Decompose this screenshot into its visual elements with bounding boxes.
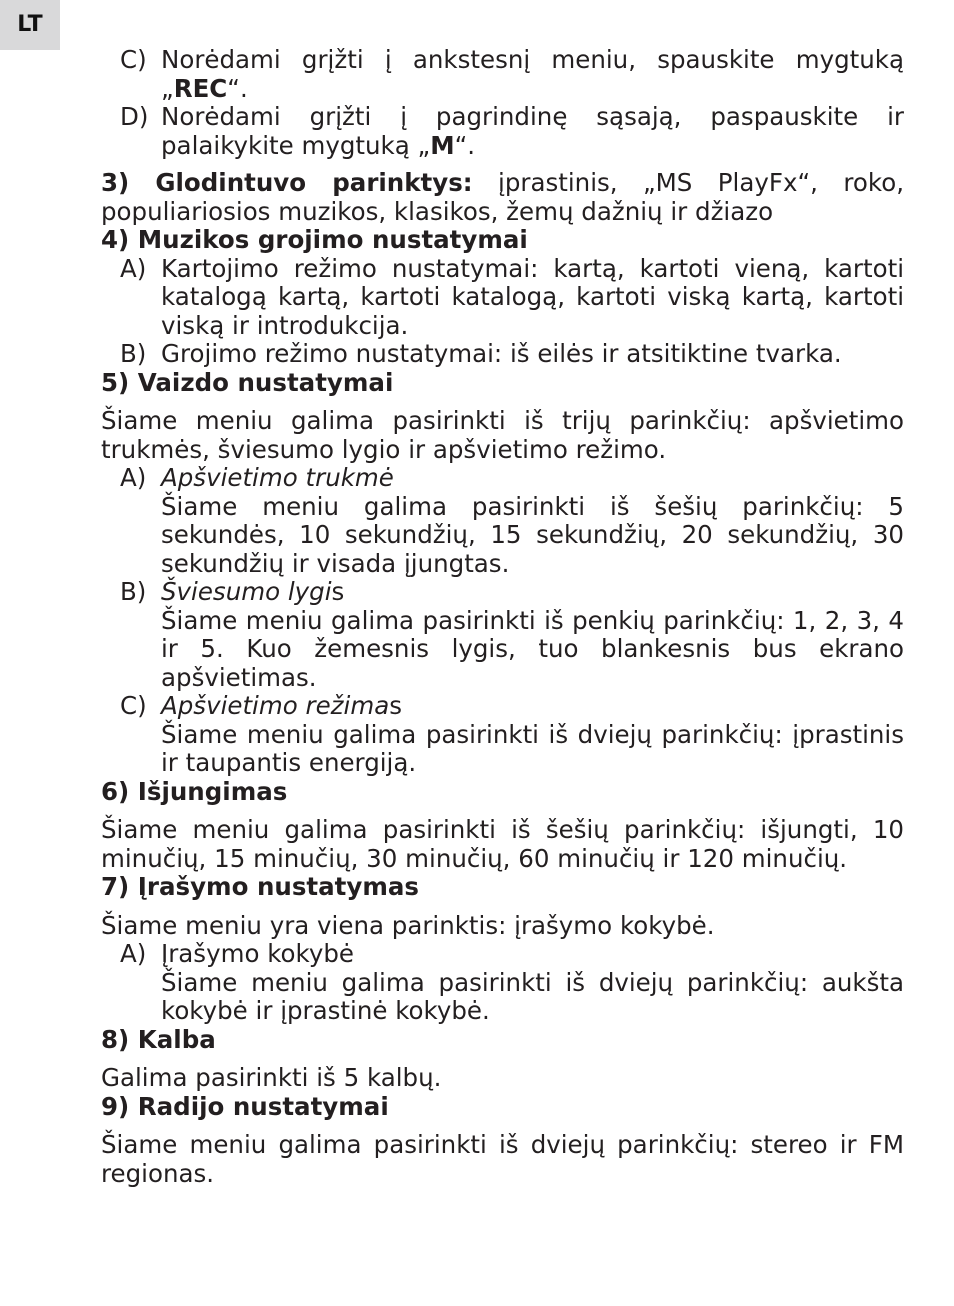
list-item-title: Apšvietimo trukmė [161,463,394,492]
language-tab: LT [0,0,60,50]
section-text: Šiame meniu galima pasirinkti iš dviejų parinkčių: stereo ir FM regionas. [101,1130,904,1188]
list-item-letter: A) [120,939,147,968]
section-heading: 9) Radijo nustatymai [101,1091,389,1121]
list-item [101,464,904,578]
equalizer-options-paragraph: 3) Glodintuvo parinktys: įprastinis, „MS PlayFx“, roko, populiariosios muzikos, klasikos, žemų dažnių ir džiazo [101,168,904,226]
list-item-letter: A) [120,463,147,492]
list-item-text: Šiame meniu galima pasirinkti iš šešių parinkčių: 5 sekundės, 10 sekundžių, 15 sekundžių, 20 sekundžių, 30 sekundžių ir visada įjungtas. [161,491,904,578]
list-item-letter: A) [120,253,147,283]
list-item-letter: B) [120,577,147,606]
section-heading: 7) Įrašymo nustatymas [101,872,419,901]
list-item-letter: C) [120,45,147,74]
list-item-title: Šviesumo lygi [161,577,332,606]
section-intro: Šiame meniu galima pasirinkti iš trijų parinkčių: apšvietimo trukmės, šviesumo lygio ir apšvietimo režimo. [101,406,904,464]
list-item-text: Šiame meniu galima pasirinkti iš dviejų parinkčių: įprastinis ir taupantis energiją. [161,719,904,777]
list-item [101,255,904,341]
section-heading: 6) Išjungimas [101,776,288,806]
m-button-name: M [430,130,455,160]
section-text: Galima pasirinkti iš 5 kalbų. [101,1063,442,1092]
list-item-title: Apšvietimo režima [161,691,390,720]
list-item-text: Norėdami grįžti į pagrindinę sąsają, paspauskite ir palaikykite mygtuką „M“. [161,102,904,160]
section-heading: 8) Kalba [101,1024,216,1054]
section-heading: 5) Vaizdo nustatymai [101,367,394,397]
list-item [101,940,904,1026]
list-item-text: Šiame meniu galima pasirinkti iš penkių parinkčių: 1, 2, 3, 4 ir 5. Kuo žemesnis lygis, tuo blankesnis bus ekrano apšvietimas. [161,605,904,692]
section-intro: Šiame meniu yra viena parinktis: įrašymo kokybė. [101,910,715,940]
list-item-text: Norėdami grįžti į ankstesnį meniu, spauskite mygtuką „REC“. [161,45,904,103]
list-item-letter: C) [120,691,147,720]
list-item-text: Kartojimo režimo nustatymai: kartą, kartoti vieną, kartoti katalogą kartą, kartoti katalogą, kartoti viską kartą, kartoti viską ir introdukcija. [161,253,904,340]
list-item-letter: D) [120,102,149,131]
list-item [101,340,904,369]
list-item-text: Šiame meniu galima pasirinkti iš dviejų parinkčių: aukšta kokybė ir įprastinė kokybė. [161,967,904,1025]
list-item [101,46,904,103]
rec-button-name: REC [173,73,228,103]
list-item: C) Apšvietimo režimas Šiame meniu galima pasirinkti iš dviejų parinkčių: įprastinis ir taupantis energiją. [101,692,904,778]
manual-page-content [101,46,904,1188]
list-item-text: Grojimo režimo nustatymai: iš eilės ir atsitiktine tvarka. [161,339,842,368]
list-item: B) Šviesumo lygis Šiame meniu galima pasirinkti iš penkių parinkčių: 1, 2, 3, 4 ir 5. Kuo žemesnis lygis, tuo blankesnis bus ekrano apšvietimas. [101,578,904,692]
section-heading: 4) Muzikos grojimo nustatymai [101,225,528,254]
list-item-letter: B) [120,339,147,368]
list-item-title: Įrašymo kokybė [161,939,354,968]
list-item [101,103,904,160]
section-text: Šiame meniu galima pasirinkti iš šešių parinkčių: išjungti, 10 minučių, 15 minučių, 30 minučių, 60 minučių ir 120 minučių. [101,815,904,873]
section-heading: 3) Glodintuvo parinktys: [101,168,473,197]
